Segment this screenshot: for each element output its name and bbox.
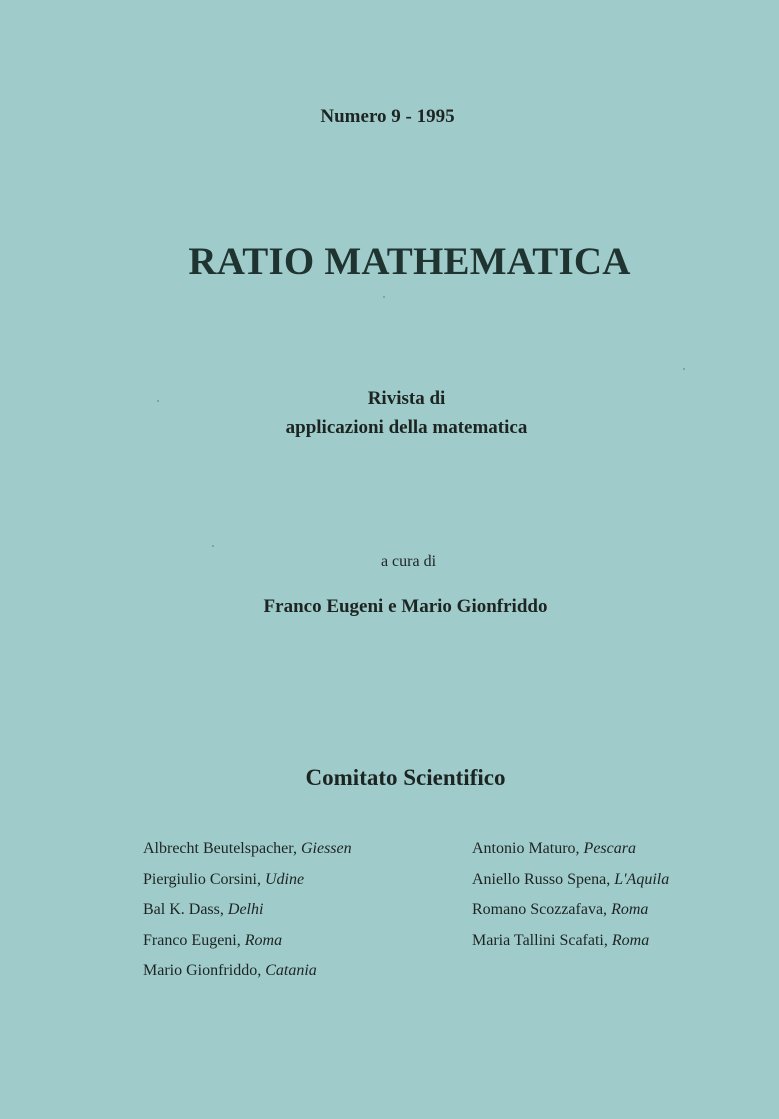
member-name: Bal K. Dass, [143, 901, 228, 918]
member-city: Roma [244, 931, 283, 949]
member-name: Antonio Maturo, [472, 840, 584, 857]
member-city: L'Aquila [614, 870, 670, 888]
paper-speck [212, 545, 214, 547]
member-name: Maria Tallini Scafati, [472, 931, 612, 949]
committee-member [143, 926, 352, 957]
committee-member [472, 834, 669, 865]
member-city: Roma [611, 931, 650, 949]
editors-names: Franco Eugeni e Mario Gionfriddo [263, 596, 548, 617]
committee-member [472, 895, 669, 926]
committee-member [143, 895, 352, 926]
member-city: Roma [611, 901, 649, 918]
journal-subtitle [17, 384, 779, 442]
member-name: Mario Gionfriddo, [143, 962, 266, 979]
member-name: Piergiulio Corsini, [143, 870, 265, 888]
committee-member [143, 865, 352, 896]
committee-member [143, 956, 352, 987]
paper-speck [383, 296, 385, 298]
paper-speck [157, 400, 159, 402]
member-name: Albrecht Beutelspacher, [143, 840, 301, 857]
subtitle-line-2: applicazioni della matematica [285, 417, 528, 438]
subtitle-line-1: Rivista di [367, 388, 446, 409]
member-city: Delhi [227, 901, 264, 918]
committee-member [472, 865, 669, 896]
editors-label: a cura di [380, 553, 437, 570]
issue-number: Numero 9 - 1995 [320, 106, 455, 127]
committee-list-right [472, 834, 669, 956]
committee-list-left [143, 834, 352, 987]
committee-member [143, 834, 352, 865]
committee-member [472, 926, 669, 957]
committee-heading: Comitato Scientifico [305, 765, 506, 790]
member-city: Udine [264, 870, 305, 888]
member-name: Aniello Russo Spena, [472, 870, 615, 888]
member-city: Pescara [583, 840, 636, 857]
journal-title: RATIO MATHEMATICA [188, 240, 631, 283]
member-name: Franco Eugeni, [143, 931, 245, 949]
paper-speck [683, 368, 685, 370]
member-city: Catania [265, 962, 317, 979]
member-city: Giessen [300, 840, 352, 857]
member-name: Romano Scozzafava, [472, 901, 612, 918]
